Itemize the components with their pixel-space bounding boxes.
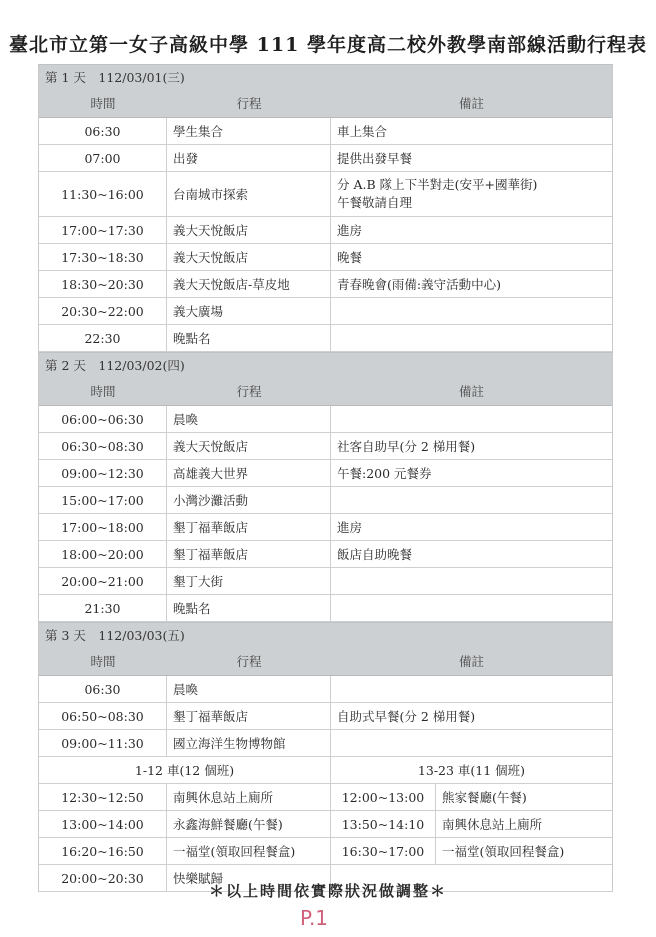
- table-row: [39, 325, 612, 352]
- itinerary-cell: 義大天悅飯店: [167, 433, 331, 459]
- itinerary-cell: 高雄義大世界: [167, 460, 331, 486]
- itinerary-cell: 小灣沙灘活動: [167, 487, 331, 513]
- time-cell: 06:30: [39, 118, 167, 144]
- day-3-header: 第 3 天 112/03/03(五): [39, 622, 612, 649]
- footer-note: ＊以上時間依實際狀況做調整＊: [208, 882, 447, 900]
- itinerary-cell: 學生集合: [167, 118, 331, 144]
- time-cell: 06:30~08:30: [39, 433, 167, 459]
- col-time-header: 時間: [90, 654, 116, 669]
- remarks-cell: [331, 298, 612, 324]
- document-title: 臺北市立第一女子高級中學 111 學年度高二校外教學南部線活動行程表: [9, 34, 647, 56]
- remarks-cell: 自助式早餐(分 2 梯用餐): [337, 709, 476, 724]
- col-itinerary-header: 行程: [236, 654, 262, 669]
- col-time-header: 時間: [90, 96, 116, 111]
- remarks-cell: 午餐:200 元餐券: [337, 466, 432, 481]
- time-cell: 17:00~17:30: [39, 217, 167, 243]
- table-row: [39, 784, 612, 811]
- table-row: [39, 406, 612, 433]
- time-cell: 17:00~18:00: [39, 514, 167, 540]
- table-row: [39, 460, 612, 487]
- itinerary-cell: 義大天悅飯店: [167, 217, 331, 243]
- time-cell: 06:30: [39, 676, 167, 702]
- time-cell: 13:00~14:00: [39, 811, 167, 837]
- itinerary-cell: 晨喚: [167, 676, 331, 702]
- time-cell: 16:20~16:50: [39, 838, 167, 864]
- remarks-cell: [331, 172, 612, 216]
- itinerary-cell: 墾丁福華飯店: [167, 514, 331, 540]
- itinerary-cell: 一福堂(領取回程餐盒): [442, 844, 565, 859]
- remarks-line-1: 分 A.B 隊上下半對走(安平+國華街): [337, 177, 538, 192]
- remarks-cell: [331, 595, 612, 621]
- itinerary-cell: 墾丁福華飯店: [167, 703, 331, 729]
- day-2-header: 第 2 天 112/03/02(四): [39, 352, 612, 379]
- table-row: [39, 541, 612, 568]
- time-cell: 09:00~12:30: [39, 460, 167, 486]
- table-row: [39, 217, 612, 244]
- time-cell: 18:00~20:00: [39, 541, 167, 567]
- table-row: [39, 487, 612, 514]
- itinerary-cell: 義大天悅飯店: [167, 244, 331, 270]
- itinerary-cell: 義大天悅飯店-草皮地: [167, 271, 331, 297]
- itinerary-cell: 墾丁大街: [167, 568, 331, 594]
- remarks-cell: 提供出發早餐: [337, 151, 413, 166]
- time-cell: 20:00~21:00: [39, 568, 167, 594]
- remarks-cell: 進房: [337, 223, 363, 238]
- time-cell: 06:50~08:30: [39, 703, 167, 729]
- time-cell: 12:00~13:00: [331, 784, 436, 810]
- table-row: [39, 271, 612, 298]
- itinerary-cell: 墾丁福華飯店: [167, 541, 331, 567]
- table-row: [39, 433, 612, 460]
- table-row: [39, 568, 612, 595]
- itinerary-cell: 出發: [167, 145, 331, 171]
- remarks-cell: [331, 730, 612, 756]
- time-cell: 06:00~06:30: [39, 406, 167, 432]
- split-group-header-row: [39, 757, 612, 784]
- itinerary-cell: 快樂賦歸: [167, 865, 331, 891]
- col-time-header: 時間: [90, 384, 116, 399]
- itinerary-cell: 義大廣場: [167, 298, 331, 324]
- table-row: [39, 244, 612, 271]
- time-cell: 13:50~14:10: [331, 811, 436, 837]
- col-remarks-header: 備註: [458, 96, 484, 111]
- table-row: [39, 703, 612, 730]
- remarks-cell: 社客自助早(分 2 梯用餐): [337, 439, 476, 454]
- remarks-cell: [331, 487, 612, 513]
- remarks-cell: [331, 676, 612, 702]
- table-row: [39, 172, 612, 217]
- table-row: [39, 730, 612, 757]
- remarks-line-2: 午餐敬請自理: [337, 195, 413, 210]
- group-1-12-header: 1-12 車(12 個班): [39, 757, 331, 783]
- itinerary-cell: 南興休息站上廁所: [167, 784, 331, 810]
- table-row: [39, 595, 612, 622]
- col-itinerary-header: 行程: [236, 384, 262, 399]
- itinerary-cell: 熊家餐廳(午餐): [442, 790, 527, 805]
- time-cell: 20:30~22:00: [39, 298, 167, 324]
- time-cell: 15:00~17:00: [39, 487, 167, 513]
- remarks-cell: [331, 325, 612, 351]
- col-remarks-header: 備註: [458, 384, 484, 399]
- table-row: [39, 514, 612, 541]
- time-cell: 16:30~17:00: [331, 838, 436, 864]
- time-cell: 17:30~18:30: [39, 244, 167, 270]
- table-row: [39, 298, 612, 325]
- itinerary-cell: 南興休息站上廁所: [442, 817, 543, 832]
- column-header-row: [39, 91, 612, 118]
- itinerary-cell: 一福堂(領取回程餐盒): [167, 838, 331, 864]
- remarks-cell: [331, 406, 612, 432]
- itinerary-cell: 晚點名: [167, 595, 331, 621]
- remarks-cell: [331, 568, 612, 594]
- remarks-cell: 車上集合: [337, 124, 388, 139]
- time-cell: 07:00: [39, 145, 167, 171]
- time-cell: 12:30~12:50: [39, 784, 167, 810]
- time-cell: 21:30: [39, 595, 167, 621]
- itinerary-cell: 國立海洋生物博物館: [167, 730, 331, 756]
- remarks-cell: 青春晚會(雨備:義守活動中心): [337, 277, 501, 292]
- table-row: [39, 145, 612, 172]
- day-1-header: 第 1 天 112/03/01(三): [39, 64, 612, 91]
- table-row: [39, 811, 612, 838]
- itinerary-cell: 晨喚: [167, 406, 331, 432]
- column-header-row: [39, 379, 612, 406]
- itinerary-cell: 晚點名: [167, 325, 331, 351]
- schedule-table: [38, 64, 613, 892]
- itinerary-cell: 永鑫海鮮餐廳(午餐): [167, 811, 331, 837]
- time-cell: 20:00~20:30: [39, 865, 167, 891]
- table-row: [39, 838, 612, 865]
- col-remarks-header: 備註: [458, 654, 484, 669]
- table-row: [39, 118, 612, 145]
- handwritten-page-mark: P.1: [300, 906, 329, 930]
- time-cell: 09:00~11:30: [39, 730, 167, 756]
- remarks-cell: 飯店自助晚餐: [337, 547, 413, 562]
- column-header-row: [39, 649, 612, 676]
- remarks-cell: 晚餐: [337, 250, 363, 265]
- time-cell: 22:30: [39, 325, 167, 351]
- time-cell: 18:30~20:30: [39, 271, 167, 297]
- itinerary-cell: 台南城市探索: [167, 172, 331, 216]
- remarks-cell: 進房: [337, 520, 363, 535]
- table-row: [39, 676, 612, 703]
- group-13-23-header: 13-23 車(11 個班): [417, 763, 526, 778]
- col-itinerary-header: 行程: [236, 96, 262, 111]
- time-cell: 11:30~16:00: [39, 172, 167, 216]
